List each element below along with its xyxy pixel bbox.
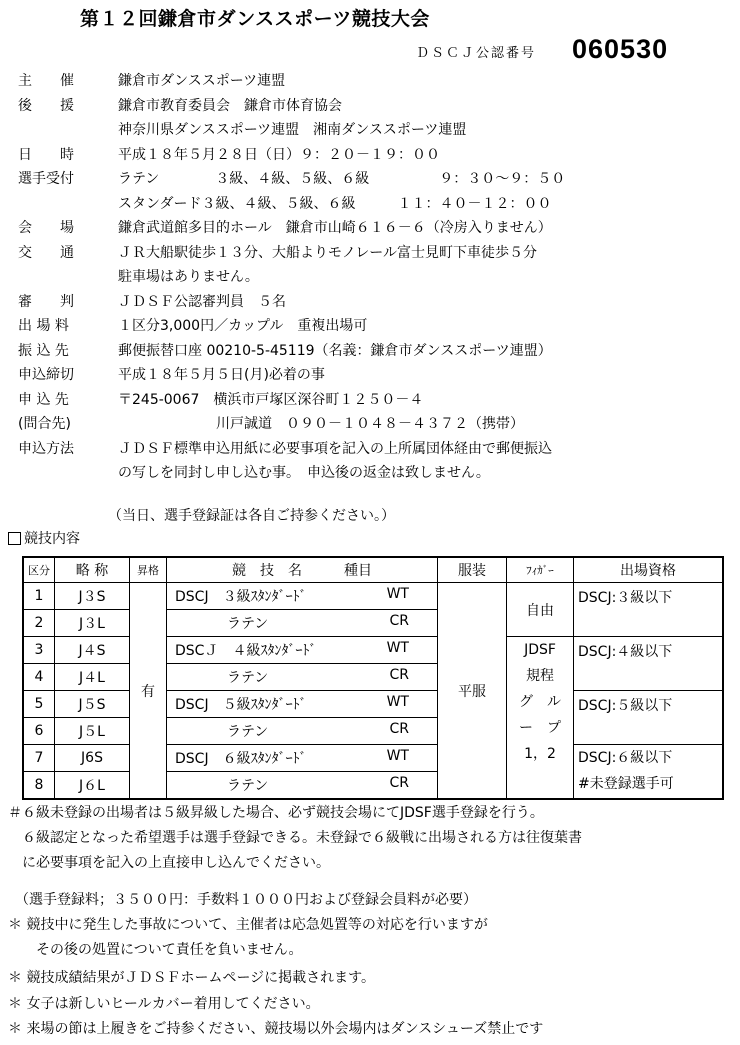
table-row xyxy=(23,637,723,664)
info-row xyxy=(8,240,733,265)
info-label: (問合先) xyxy=(18,416,71,433)
cell-abbr: J３L xyxy=(55,610,130,637)
header-qualification: 出場資格 xyxy=(574,557,724,583)
table-row xyxy=(23,745,723,772)
cell-dress: 平服 xyxy=(438,583,507,800)
info-row xyxy=(8,166,733,191)
info-value: 鎌倉市教育委員会 鎌倉市体育協会 xyxy=(118,97,342,114)
event-name: DSCJ ５級ｽﾀﾝﾀﾞｰﾄﾞ xyxy=(175,697,307,713)
header-upgrade: 昇格 xyxy=(130,557,167,583)
footnote: ＊ 女子は新しいヒールカバー着用してください。 xyxy=(8,996,320,1012)
info-row xyxy=(8,142,733,167)
info-label: 審 判 xyxy=(18,293,74,310)
table-header-row xyxy=(23,557,723,583)
figure-rule-line: グ ル xyxy=(519,694,561,710)
info-label: 交 通 xyxy=(18,244,74,261)
footnote: ＊ 競技中に発生した事故について、主催者は応急処置等の対応を行いますが xyxy=(8,917,488,933)
events-table xyxy=(22,556,724,800)
cell-upgrade: 有 xyxy=(130,583,167,800)
event-dance: CR xyxy=(389,775,409,791)
info-row xyxy=(8,411,733,436)
cell-event xyxy=(167,745,438,772)
header-dress: 服装 xyxy=(438,557,507,583)
info-label: 申込方法 xyxy=(18,440,74,457)
event-dance: CR xyxy=(389,667,409,683)
info-row xyxy=(8,387,733,412)
section-heading xyxy=(8,528,80,548)
registration-note: （当日、選手登録証は各自ご持参ください。） xyxy=(108,508,395,524)
cell-abbr: J５S xyxy=(55,691,130,718)
info-value: 平成１８年５月２８日（日）９：２０－１９：００ xyxy=(118,146,440,163)
cell-abbr: J４S xyxy=(55,637,130,664)
event-dance: WT xyxy=(386,640,409,656)
cell-event xyxy=(167,772,438,800)
approval-label: ＤＳＣＪ公認番号 xyxy=(416,46,537,61)
figure-rule-line: 1，2 xyxy=(524,746,556,762)
cell-abbr: J５L xyxy=(55,718,130,745)
info-label: 選手受付 xyxy=(18,171,74,188)
info-value: スタンダード３級、４級、５級、６級 １１：４０－１２：００ xyxy=(118,195,552,212)
cell-abbr: J６L xyxy=(55,772,130,800)
info-row xyxy=(8,338,733,363)
cell-event xyxy=(167,718,438,745)
cell-id: 2 xyxy=(23,610,55,637)
event-dance: WT xyxy=(386,694,409,710)
event-name: DSCＪ ４級ｽﾀﾝﾀﾞｰﾄﾞ xyxy=(175,643,317,659)
cell-qualification: DSCJ:５級以下 xyxy=(574,691,724,745)
info-row xyxy=(8,313,733,338)
event-name: ラテン xyxy=(227,724,269,740)
info-value: 鎌倉市ダンススポーツ連盟 xyxy=(118,73,286,90)
figure-rule-line: JDSF xyxy=(524,642,556,658)
header-event: 競 技 名 種目 xyxy=(167,557,438,583)
info-value: 郵便振替口座 00210-5-45119（名義：鎌倉市ダンススポーツ連盟） xyxy=(118,342,552,359)
figure-rule-line: ー プ xyxy=(519,720,561,736)
event-dance: CR xyxy=(389,721,409,737)
cell-id: 3 xyxy=(23,637,55,664)
cell-event xyxy=(167,664,438,691)
event-dance: CR xyxy=(389,613,409,629)
info-list xyxy=(8,68,733,485)
info-row xyxy=(8,215,733,240)
footnote: ＃６級未登録の出場者は５級昇級した場合、必ず競技会場にてJDSF選手登録を行う。 xyxy=(8,805,544,821)
info-value: の写しを同封し申し込む事。 申込後の返金は致しません。 xyxy=(118,465,490,482)
info-row xyxy=(8,117,733,142)
event-name: DSCJ ３級ｽﾀﾝﾀﾞｰﾄﾞ xyxy=(175,589,307,605)
info-label: 申 込 先 xyxy=(18,391,69,408)
cell-id: 4 xyxy=(23,664,55,691)
info-label: 会 場 xyxy=(18,220,74,237)
qualification-line: #未登録選手可 xyxy=(578,776,674,792)
qualification-line: DSCJ:６級以下 xyxy=(578,750,673,766)
cell-qualification: DSCJ:４級以下 xyxy=(574,637,724,691)
info-row xyxy=(8,460,733,485)
header-abbr: 略 称 xyxy=(55,557,130,583)
footnote: ＊ 来場の節は上履きをご持参ください、競技場以外会場内はダンスシューズ禁止です xyxy=(8,1021,544,1037)
event-name: ラテン xyxy=(227,616,269,632)
footnote: に必要事項を記入の上直接申し込んでください。 xyxy=(8,855,330,871)
cell-event xyxy=(167,691,438,718)
info-value: 神奈川県ダンススポーツ連盟 湘南ダンススポーツ連盟 xyxy=(118,122,467,139)
info-value: ＪＤＳＦ公認審判員 ５名 xyxy=(118,293,286,310)
cell-figure-free: 自由 xyxy=(507,583,574,637)
event-name: ラテン xyxy=(227,670,269,686)
header-id: 区分 xyxy=(23,557,55,583)
cell-id: 8 xyxy=(23,772,55,800)
cell-abbr: J４L xyxy=(55,664,130,691)
event-dance: WT xyxy=(386,748,409,764)
footnote: （選手登録料；３５００円：手数料１０００円および登録会員料が必要） xyxy=(8,892,477,908)
cell-event xyxy=(167,583,438,610)
figure-rule-line: 規程 xyxy=(526,668,554,684)
checkbox-square-icon xyxy=(8,532,21,545)
table-row xyxy=(23,583,723,610)
event-name: ラテン xyxy=(227,778,269,794)
cell-qualification xyxy=(574,745,724,800)
cell-event xyxy=(167,610,438,637)
footnote: その後の処置について責任を負いません。 xyxy=(8,942,303,958)
info-row xyxy=(8,362,733,387)
info-value: ＪＲ大船駅徒歩１３分、大船よりモノレール富士見町下車徒歩５分 xyxy=(118,244,538,261)
header-figure: ﾌｨｶﾞｰ xyxy=(507,557,574,583)
event-dance: WT xyxy=(386,586,409,602)
info-value: １区分3,000円／カップル 重複出場可 xyxy=(118,318,368,335)
cell-id: 7 xyxy=(23,745,55,772)
info-label: 後 援 xyxy=(18,97,74,114)
event-name: DSCJ ６級ｽﾀﾝﾀﾞｰﾄﾞ xyxy=(175,751,307,767)
info-value: 平成１８年５月５日(月)必着の事 xyxy=(118,367,325,384)
cell-event xyxy=(167,637,438,664)
info-value: 鎌倉武道館多目的ホール 鎌倉市山崎６１６－６（冷房入りません） xyxy=(118,220,552,237)
footnote: ＊ 競技成績結果がＪＤＳＦホームページに掲載されます。 xyxy=(8,970,376,986)
info-row xyxy=(8,289,733,314)
info-row xyxy=(8,264,733,289)
section-label: 競技内容 xyxy=(24,531,80,547)
footnote: ６級認定となった希望選手は選手登録できる。未登録で６級戦に出場される方は往復葉書 xyxy=(8,830,582,846)
cell-qualification: DSCJ:３級以下 xyxy=(574,583,724,637)
page-title: 第１２回鎌倉市ダンススポーツ競技大会 xyxy=(80,8,430,30)
info-value: 〒245-0067 横浜市戸塚区深谷町１２５０－４ xyxy=(118,391,424,408)
info-row xyxy=(8,93,733,118)
cell-id: 5 xyxy=(23,691,55,718)
cell-abbr: J6S xyxy=(55,745,130,772)
info-label: 日 時 xyxy=(18,146,74,163)
cell-figure-rule xyxy=(507,637,574,800)
cell-id: 6 xyxy=(23,718,55,745)
info-value: ラテン ３級、４級、５級、６級 ９：３０～９：５０ xyxy=(118,171,566,188)
info-label: 振 込 先 xyxy=(18,342,69,359)
info-row xyxy=(8,436,733,461)
info-value: 駐車場はありません。 xyxy=(118,269,259,286)
info-label: 主 催 xyxy=(18,73,74,90)
info-label: 申込締切 xyxy=(18,367,74,384)
info-row xyxy=(8,191,733,216)
table-row xyxy=(23,691,723,718)
cell-abbr: J３S xyxy=(55,583,130,610)
info-label: 出 場 料 xyxy=(18,318,69,335)
info-row xyxy=(8,68,733,93)
info-value: 川戸誠道 ０９０－１０４８－４３７２（携帯） xyxy=(118,416,524,433)
info-value: ＪＤＳＦ標準申込用紙に必要事項を記入の上所属団体経由で郵便振込 xyxy=(118,440,552,457)
approval-number: 060530 xyxy=(572,34,669,64)
cell-id: 1 xyxy=(23,583,55,610)
